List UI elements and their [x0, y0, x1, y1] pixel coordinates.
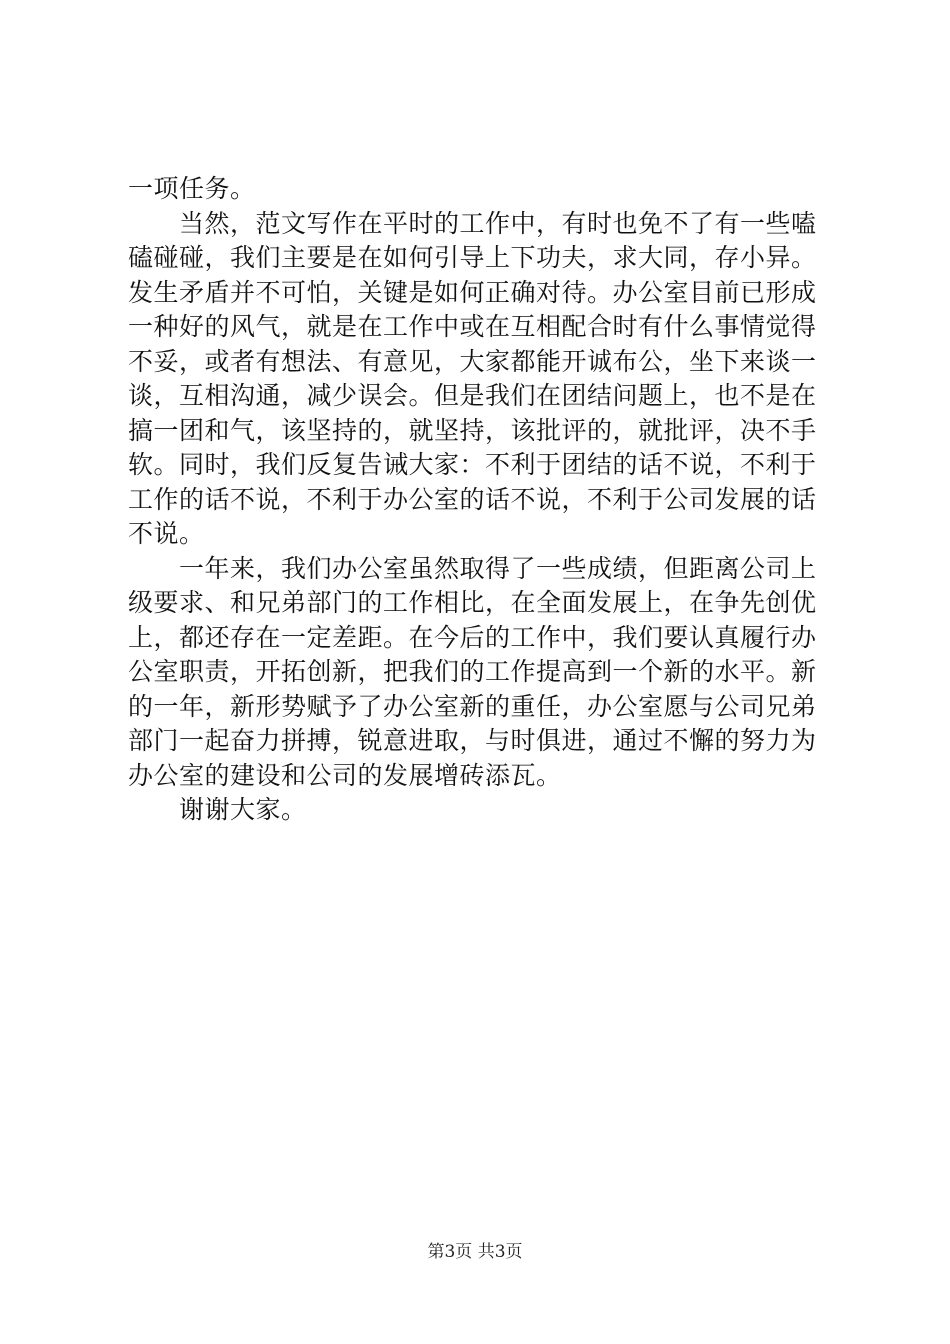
text-line: 当然，范文写作在平时的工作中，有时也免不了有一些嗑 [128, 208, 817, 238]
text-line: 不妥，或者有想法、有意见，大家都能开诚布公，坐下来谈一 [128, 346, 817, 376]
text-line: 发生矛盾并不可怕，关键是如何正确对待。办公室目前已形成 [128, 277, 817, 307]
text-line: 不说。 [128, 519, 205, 548]
text-line: 公室职责，开拓创新，把我们的工作提高到一个新的水平。新 [128, 657, 817, 686]
text-line: 一项任务。 [128, 174, 256, 203]
body-text [128, 172, 828, 828]
text-line: 级要求、和兄弟部门的工作相比，在全面发展上，在争先创优 [128, 588, 817, 617]
text-line: 办公室的建设和公司的发展增砖添瓦。 [128, 760, 562, 790]
text-line: 一种好的风气，就是在工作中或在互相配合时有什么事情觉得 [128, 312, 817, 341]
text-line: 上，都还存在一定差距。在今后的工作中，我们要认真履行办 [128, 622, 817, 652]
text-line: 软。同时，我们反复告诫大家：不利于团结的话不说，不利于 [128, 450, 817, 479]
page-number-footer: 第3页 共3页 [427, 1242, 523, 1262]
text-line: 搞一团和气，该坚持的，就坚持，该批评的，就批评，决不手 [128, 415, 817, 445]
text-line: 谈，互相沟通，减少误会。但是我们在团结问题上，也不是在 [128, 381, 817, 410]
text-line: 一年来，我们办公室虽然取得了一些成绩，但距离公司上 [128, 553, 817, 583]
text-line: 磕碰碰，我们主要是在如何引导上下功夫，求大同，存小异。 [128, 243, 817, 272]
text-line: 工作的话不说，不利于办公室的话不说，不利于公司发展的话 [128, 484, 817, 514]
text-line: 的一年，新形势赋予了办公室新的重任，办公室愿与公司兄弟 [128, 691, 817, 721]
text-line: 谢谢大家。 [128, 795, 307, 824]
text-line: 部门一起奋力拼搏，锐意进取，与时俱进，通过不懈的努力为 [128, 726, 817, 755]
